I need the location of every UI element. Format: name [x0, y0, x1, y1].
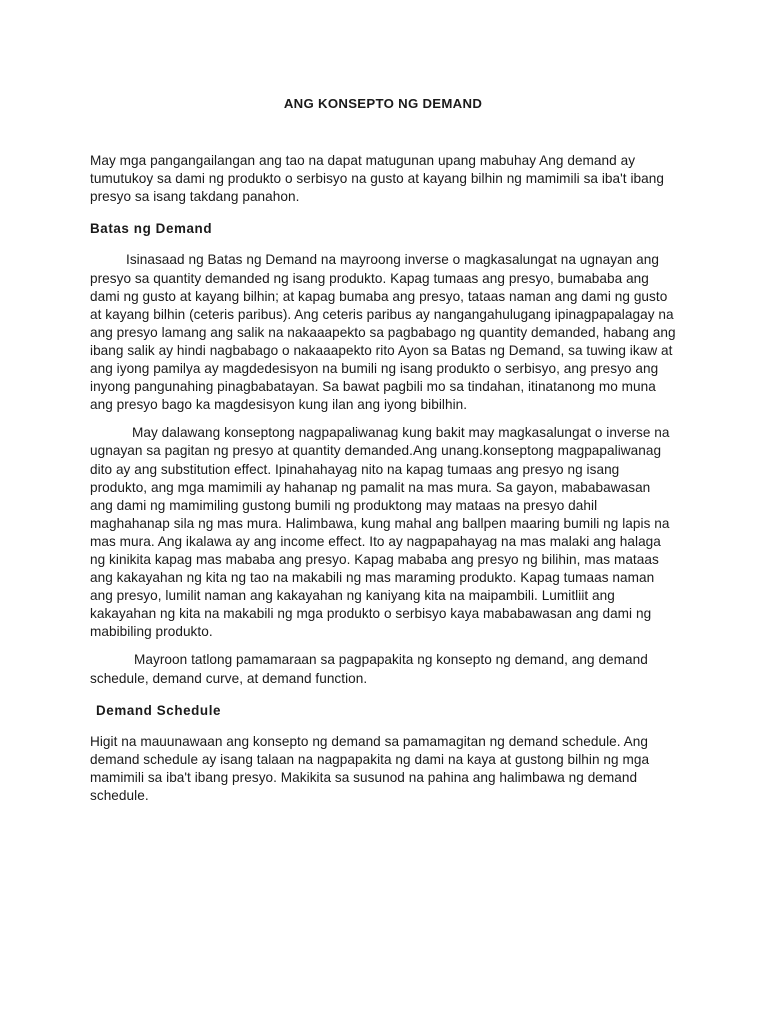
document-body: [90, 95, 676, 815]
intro-paragraph: May mga pangangailangan ang tao na dapat matugunan upang mabuhay Ang demand ay tumutukoy sa dami ng produkto o serbisyo na gusto at kayang bilhin ng mamimili sa iba't ibang presyo sa isang takdang panahon.: [90, 153, 664, 205]
section-heading-batas-ng-demand: Batas ng Demand: [90, 221, 213, 237]
document-title: ANG KONSEPTO NG DEMAND: [283, 96, 483, 111]
paragraph-substitution-income-effect: May dalawang konseptong nagpapaliwanag kung bakit may magkasalungat o inverse na ugnayan sa pagitan ng presyo at quantity demanded.Ang unang.konseptong magpapaliwanag dito ay ang substitution effect. Ipinahahayag nito na kapag tumaas ang presyo ng isang produkto, ang mga mamimili ay hahanap ng pamalit na mas mura. Sa gayon, mababawasan ang dami ng mamimiling gustong bumili ng produktong may mataas na presyo dahil maghahanap sila ng mas mura. Halimbawa, kung mahal ang ballpen maaring bumili ng lapis na mas mura. Ang ikalawa ay ang income effect. Ito ay nagpapahayag na mas malaki ang halaga ng kinikita kapag mas mababa ang presyo. Kapag mababa ang presyo ng bilihin, mas mataas ang kakayahan ng kita ng tao na makabili ng mas maraming produkto. Kapag tumaas naman ang presyo, lumilit naman ang kakayahan ng kaniyang kita na maipambili. Lumitliit ang kakayahan ng kita na makabili ng mga produkto o serbisyo kaya mababawasan ang dami ng mabibiling produkto.: [90, 425, 670, 640]
paragraph-three-methods: Mayroon tatlong pamamaraan sa pagpapakita ng konsepto ng demand, ang demand schedule, demand curve, at demand function.: [90, 652, 648, 686]
paragraph-demand-schedule: Higit na mauunawaan ang konsepto ng demand sa pamamagitan ng demand schedule. Ang demand schedule ay isang talaan na nagpapakita ng dami na kaya at gustong bilhin ng mga mamimili sa iba't ibang presyo. Makikita sa susunod na pahina ang halimbawa ng demand schedule.: [90, 733, 650, 803]
section-heading-demand-schedule: Demand Schedule: [96, 702, 222, 718]
paragraph-batas-ng-demand: Isinasaad ng Batas ng Demand na mayroong inverse o magkasalungat na ugnayan ang presyo sa quantity demanded ng isang produkto. Kapag tumaas ang presyo, bumababa ang dami ng gusto at kayang bilhin; at kapag bumaba ang presyo, tataas naman ang dami ng gusto at kayang bilhin (ceteris paribus). Ang ceteris paribus ay nangangahulugang ipinagpapalagay na ang presyo lamang ang salik na nakaaapekto sa pagbabago ng quantity demanded, habang ang ibang salik ay hindi nagbabago o nakaaapekto rito Ayon sa Batas ng Demand, sa tuwing ikaw at ang iyong pamilya ay magdedesisyon na bumili ng isang produkto o serbisyo, ang presyo ang inyong pangunahing pinagbabatayan. Sa bawat pagbili mo sa tindahan, itinatanong mo muna ang presyo bago ka magdesisyon kung ilan ang iyong bibilhin.: [90, 252, 676, 413]
